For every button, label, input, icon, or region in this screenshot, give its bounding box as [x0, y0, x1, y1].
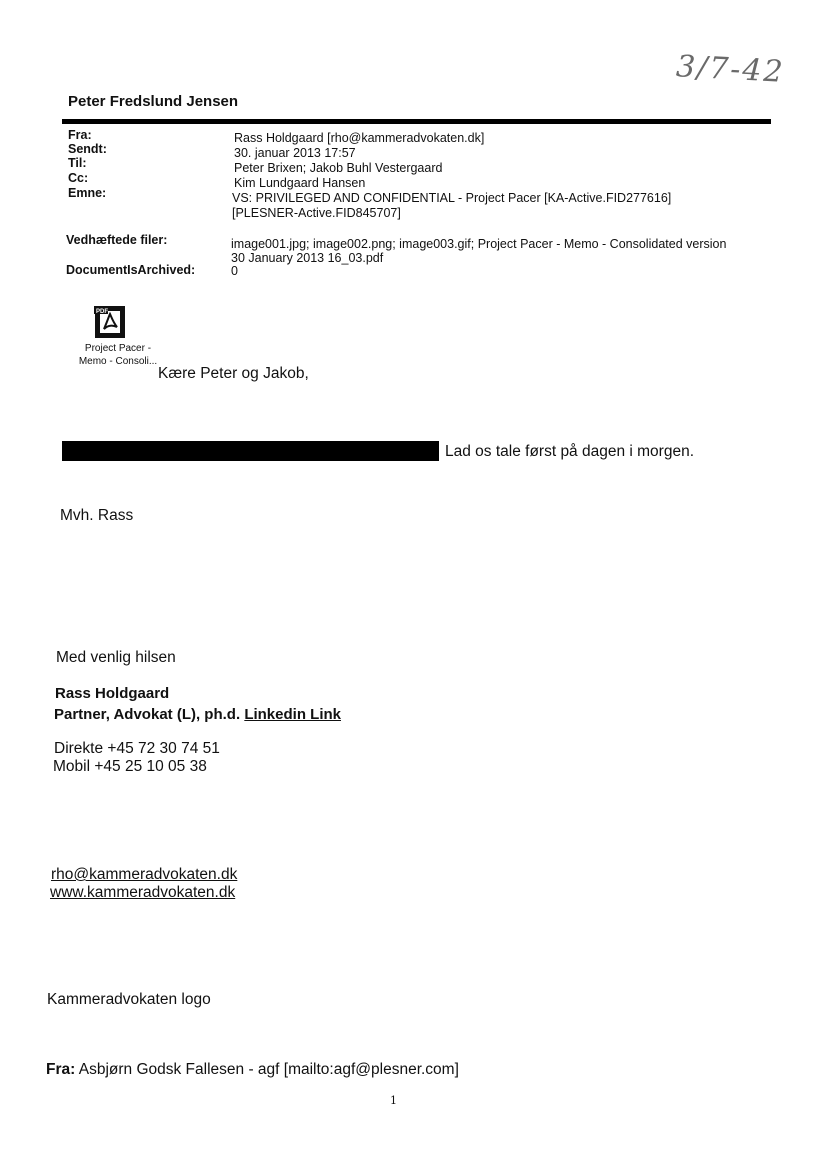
logo-placeholder-text: Kammeradvokaten logo [47, 991, 211, 1008]
subject-line-1: VS: PRIVILEGED AND CONFIDENTIAL - Project Pacer [KA-Active.FID277616] [232, 191, 672, 205]
signature-title-row [54, 706, 341, 723]
cc-value: Kim Lundgaard Hansen [234, 176, 366, 190]
signature-title: Partner, Advokat (L), ph.d. [54, 706, 241, 723]
archived-label: DocumentIsArchived: [66, 263, 196, 277]
greeting: Kære Peter og Jakob, [158, 365, 309, 382]
subject-line-2: [PLESNER-Active.FID845707] [232, 206, 401, 220]
attachments-line-1: image001.jpg; image002.png; image003.gif; Project Pacer - Memo - Consolidated version [231, 237, 727, 251]
attachments-label: Vedhæftede filer: [66, 233, 168, 247]
attachment-caption-line-1: Project Pacer - [84, 343, 152, 354]
mobile-phone: Mobil +45 25 10 05 38 [53, 758, 207, 775]
attachment-caption[interactable] [78, 342, 158, 368]
redaction-bar [62, 441, 439, 461]
from-label: Fra: [68, 128, 92, 142]
sent-value: 30. januar 2013 17:57 [234, 146, 356, 160]
from-value: Rass Holdgaard [rho@kammeradvokaten.dk] [234, 131, 485, 145]
attachments-line-2: 30 January 2013 16_03.pdf [231, 251, 384, 265]
to-label: Til: [68, 156, 87, 170]
attachment-caption-line-2: Memo - Consoli... [78, 356, 158, 367]
website-link[interactable]: www.kammeradvokaten.dk [50, 884, 236, 901]
archived-value: 0 [231, 264, 238, 278]
cc-label: Cc: [68, 171, 89, 185]
forwarded-from-value: Asbjørn Godsk Fallesen - agf [mailto:agf@plesner.com] [78, 1061, 459, 1078]
subject-label: Emne: [68, 186, 107, 200]
sent-label: Sendt: [68, 142, 107, 156]
pdf-file-icon[interactable] [92, 304, 128, 340]
forwarded-from [46, 1061, 459, 1079]
pdf-badge-text: PDF [96, 309, 108, 315]
signature-name: Rass Holdgaard [55, 685, 170, 702]
forwarded-from-label: Fra: [46, 1061, 76, 1078]
linkedin-link[interactable]: Linkedin Link [244, 706, 341, 723]
body-sentence: Lad os tale først på dagen i morgen. [445, 443, 695, 460]
direct-phone: Direkte +45 72 30 74 51 [54, 740, 220, 757]
to-value: Peter Brixen; Jakob Buhl Vestergaard [234, 161, 443, 175]
handwritten-page-mark: 3/7-42 [675, 49, 786, 90]
mailbox-owner-name: Peter Fredslund Jensen [68, 93, 239, 110]
email-link[interactable]: rho@kammeradvokaten.dk [51, 866, 238, 883]
page-number: 1 [390, 1094, 397, 1107]
header-divider [62, 119, 771, 124]
signature-salutation: Med venlig hilsen [56, 649, 176, 666]
closing: Mvh. Rass [60, 507, 134, 524]
